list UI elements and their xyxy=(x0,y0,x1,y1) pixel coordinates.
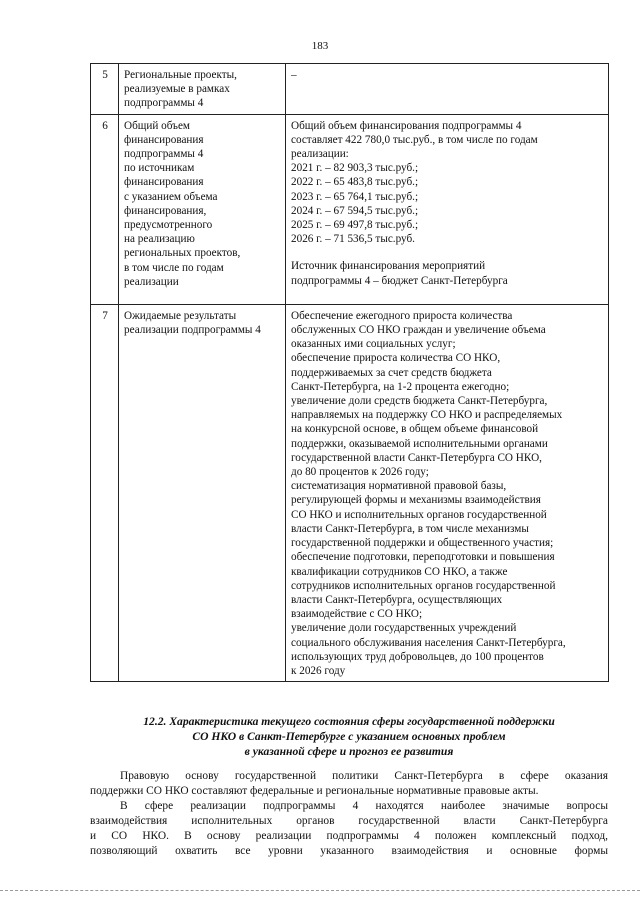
paragraph-line: и СО НКО. В основу реализации подпрограммы 4 положен комплексный подход, xyxy=(90,830,608,842)
paragraph-line: поддержки СО НКО составляют федеральные и региональные нормативные правовые акты. xyxy=(90,785,539,797)
passport-table xyxy=(90,63,609,682)
label-line: реализуемые в рамках xyxy=(124,83,230,96)
paragraph-line: позволяющий охватить все уровни указанного взаимодействия и основные формы xyxy=(90,845,608,857)
label-line: Ожидаемые результаты xyxy=(124,309,237,322)
page-number: 183 xyxy=(311,40,329,52)
label-line: финансирования xyxy=(124,176,204,189)
value-line: реализации: xyxy=(291,148,349,161)
value-line: – xyxy=(291,69,297,81)
label-line: с указанием объема xyxy=(124,190,218,203)
row-value xyxy=(286,114,609,304)
value-line: увеличение доли государственных учреждений xyxy=(291,622,517,635)
label-line: подпрограммы 4 xyxy=(124,148,204,161)
section-heading xyxy=(90,714,608,759)
value-line: социального обслуживания населения Санкт-Петербурга, xyxy=(291,636,566,649)
value-line: поддержки, оказываемой исполнительными органами xyxy=(291,437,548,450)
value-line: взаимодействие с СО НКО; xyxy=(291,608,423,621)
label-line: на реализацию xyxy=(124,233,195,246)
label-line: Региональные проекты, xyxy=(124,69,237,81)
value-line: Общий объем финансирования подпрограммы 4 xyxy=(291,119,522,132)
value-line: сотрудников исполнительных органов государственной xyxy=(291,579,556,592)
value-line: 2025 г. – 69 497,8 тыс.руб.; xyxy=(291,219,419,232)
row-label xyxy=(119,304,286,681)
value-line: на конкурсной основе, в общем объеме финансовой xyxy=(291,423,539,436)
label-line: реализации подпрограммы 4 xyxy=(124,324,261,337)
funding-source-line: подпрограммы 4 – бюджет Санкт-Петербурга xyxy=(291,274,508,287)
value-line: обеспечение прироста количества СО НКО, xyxy=(291,352,501,365)
value-line: государственной поддержки и общественного участия; xyxy=(291,537,554,550)
row-value xyxy=(286,64,609,115)
table-row xyxy=(91,304,609,681)
value-line: обеспечение подготовки, переподготовки и повышения xyxy=(291,551,555,564)
value-line: квалификации сотрудников СО НКО, а также xyxy=(291,565,508,578)
body-text xyxy=(90,769,608,859)
heading-line: 12.2. Характеристика текущего состояния сферы государственной поддержки xyxy=(143,715,555,728)
label-line: финансирования xyxy=(124,133,204,146)
funding-source-line: Источник финансирования мероприятий xyxy=(291,260,486,273)
label-line: в том числе по годам xyxy=(124,261,224,274)
value-line: СО НКО и исполнительных органов государственной xyxy=(291,508,547,521)
value-line: до 80 процентов к 2026 году; xyxy=(291,466,429,479)
paragraph-line: взаимодействия исполнительных органов государственной власти Санкт-Петербурга xyxy=(90,815,608,827)
value-line: направляемых на поддержку СО НКО и распределяемых xyxy=(291,409,563,422)
row-number: 7 xyxy=(91,304,119,681)
value-line: составляет 422 780,0 тыс.руб., в том числе по годам xyxy=(291,133,538,146)
value-line: 2021 г. – 82 903,3 тыс.руб.; xyxy=(291,162,419,175)
label-line: подпрограммы 4 xyxy=(124,97,204,110)
label-line: предусмотренного xyxy=(124,219,213,232)
value-line: к 2026 году xyxy=(291,664,346,677)
row-number: 6 xyxy=(91,114,119,304)
label-line: региональных проектов, xyxy=(124,247,241,260)
paragraph-line: Правовую основу государственной политики Санкт-Петербурга в сфере оказания xyxy=(120,770,608,782)
value-line: 2024 г. – 67 594,5 тыс.руб.; xyxy=(291,204,419,217)
label-line: Общий объем xyxy=(124,119,190,132)
value-line: обслуженных СО НКО граждан и увеличение объема xyxy=(291,324,546,337)
row-number: 5 xyxy=(91,64,119,115)
value-line: оказанных ими социальных услуг; xyxy=(291,338,456,351)
table-row xyxy=(91,114,609,304)
row-label xyxy=(119,114,286,304)
row-label xyxy=(119,64,286,115)
value-line: увеличение доли средств бюджета Санкт-Петербурга, xyxy=(291,395,548,408)
value-line: поддерживаемых за счет средств бюджета xyxy=(291,366,492,379)
value-line: власти Санкт-Петербурга, осуществляющих xyxy=(291,593,503,606)
label-line: по источникам xyxy=(124,162,195,175)
value-line: Обеспечение ежегодного прироста количества xyxy=(291,309,513,322)
paragraph-line: В сфере реализации подпрограммы 4 находятся наиболее значимые вопросы xyxy=(120,800,608,812)
value-line: власти Санкт-Петербурга, в том числе механизмы xyxy=(291,522,529,535)
value-line: регулирующей формы и механизмы взаимодействия xyxy=(291,494,541,507)
paragraph xyxy=(90,769,608,799)
value-line: систематизация нормативной правовой базы, xyxy=(291,480,507,493)
page-edge-divider xyxy=(0,890,640,891)
heading-line: в указанной сфере и прогноз ее развития xyxy=(244,745,454,758)
heading-line: СО НКО в Санкт-Петербурге с указанием основных проблем xyxy=(192,730,506,743)
value-line: 2023 г. – 65 764,1 тыс.руб.; xyxy=(291,190,419,203)
value-line: государственной власти Санкт-Петербурга СО НКО, xyxy=(291,451,542,464)
value-line: 2026 г. – 71 536,5 тыс.руб. xyxy=(291,233,415,246)
label-line: финансирования, xyxy=(124,204,207,217)
label-line: реализации xyxy=(124,275,179,288)
value-line: 2022 г. – 65 483,8 тыс.руб.; xyxy=(291,176,419,189)
value-line: Санкт-Петербурга, на 1-2 процента ежегодно; xyxy=(291,380,510,393)
row-value xyxy=(286,304,609,681)
paragraph xyxy=(90,799,608,859)
value-line: использующих труд добровольцев, до 100 процентов xyxy=(291,650,544,663)
table-row xyxy=(91,64,609,115)
